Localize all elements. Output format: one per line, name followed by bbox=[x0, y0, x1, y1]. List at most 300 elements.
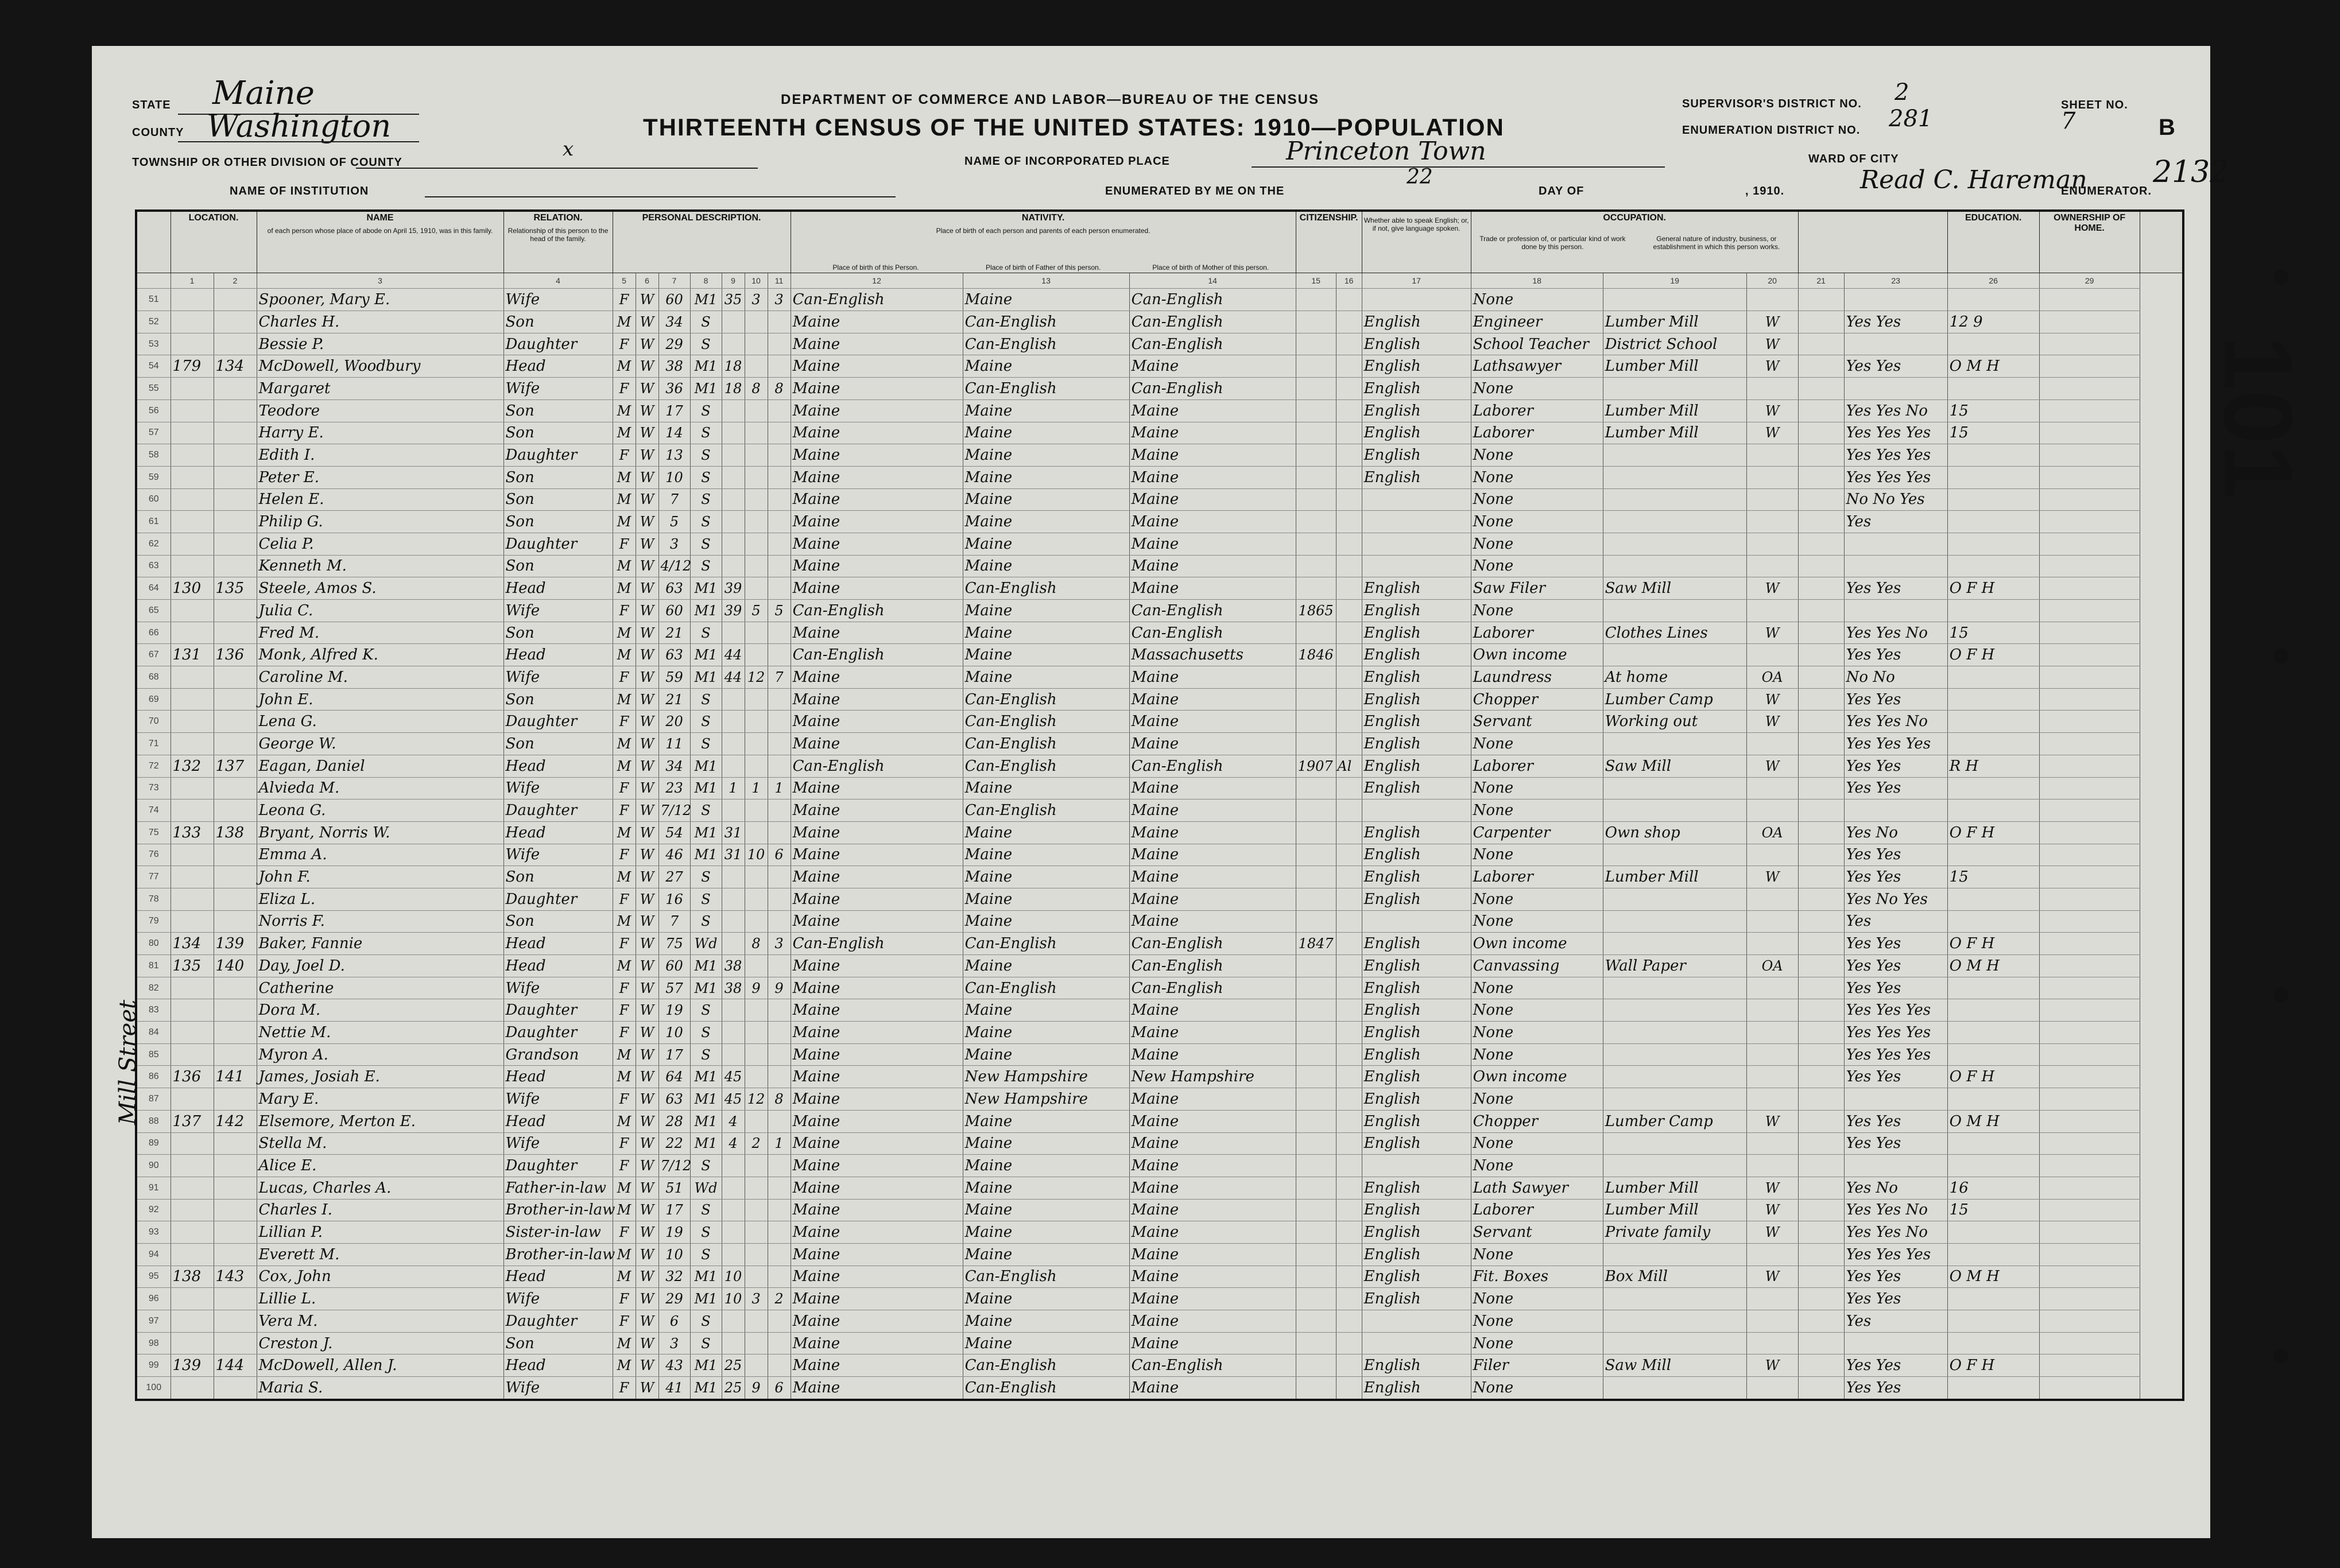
cell-immig bbox=[1296, 821, 1336, 844]
cell-mother: Maine bbox=[1129, 1266, 1296, 1288]
cell-family bbox=[214, 888, 257, 910]
cell-sex: M bbox=[613, 1354, 636, 1377]
cell-sex: F bbox=[613, 289, 636, 311]
cell-line: 63 bbox=[136, 555, 171, 577]
cell-marital: M1 bbox=[690, 666, 722, 689]
cell-race: W bbox=[636, 1132, 658, 1155]
census-row bbox=[136, 600, 2183, 622]
cell-marital: S bbox=[690, 422, 722, 444]
cell-own: O F H bbox=[1947, 933, 2039, 955]
cell-living: 7 bbox=[768, 666, 791, 689]
cell-blank bbox=[2039, 622, 2140, 644]
cell-own bbox=[1947, 533, 2039, 555]
cell-marital: S bbox=[690, 511, 722, 533]
cell-house bbox=[171, 488, 214, 511]
cell-trade: None bbox=[1471, 1043, 1603, 1066]
cell-family: 134 bbox=[214, 355, 257, 378]
cell-sex: M bbox=[613, 688, 636, 711]
cell-lang: English bbox=[1362, 1199, 1471, 1221]
column-number: 13 bbox=[963, 273, 1129, 289]
cell-blank bbox=[2039, 444, 2140, 467]
cell-age: 21 bbox=[658, 688, 690, 711]
cell-trade: Carpenter bbox=[1471, 821, 1603, 844]
county-label: COUNTY bbox=[132, 126, 184, 139]
cell-birth: Maine bbox=[791, 688, 963, 711]
cell-house bbox=[171, 466, 214, 488]
cell-immig bbox=[1296, 1288, 1336, 1310]
cell-birth: Maine bbox=[791, 821, 963, 844]
cell-blank bbox=[2039, 1022, 2140, 1044]
cell-father: Maine bbox=[963, 1043, 1129, 1066]
census-row bbox=[136, 1177, 2183, 1199]
cell-marital: M1 bbox=[690, 577, 722, 600]
cell-industry: Lumber Camp bbox=[1603, 1110, 1746, 1132]
cell-marital: M1 bbox=[690, 644, 722, 666]
cell-father: Maine bbox=[963, 866, 1129, 888]
cell-living bbox=[768, 866, 791, 888]
cell-blank bbox=[2039, 555, 2140, 577]
cell-blank bbox=[2039, 1088, 2140, 1111]
cell-emp: OA bbox=[1746, 821, 1798, 844]
cell-line: 93 bbox=[136, 1221, 171, 1244]
cell-emp bbox=[1746, 733, 1798, 755]
column-number bbox=[136, 273, 171, 289]
cell-race: W bbox=[636, 511, 658, 533]
cell-father: Maine bbox=[963, 622, 1129, 644]
cell-father: Can-English bbox=[963, 378, 1129, 400]
cell-edu: Yes Yes Yes bbox=[1844, 422, 1947, 444]
cell-sex: F bbox=[613, 999, 636, 1022]
cell-lang: English bbox=[1362, 1266, 1471, 1288]
cell-emp bbox=[1746, 1132, 1798, 1155]
cell-age: 64 bbox=[658, 1066, 690, 1088]
cell-sex: M bbox=[613, 955, 636, 977]
cell-house bbox=[171, 866, 214, 888]
cell-relation: Wife bbox=[503, 666, 613, 689]
cell-edu bbox=[1844, 333, 1947, 355]
cell-edu bbox=[1844, 378, 1947, 400]
cell-age: 7/12 bbox=[658, 1155, 690, 1177]
cell-yrs: 25 bbox=[722, 1377, 745, 1400]
cell-father: Maine bbox=[963, 888, 1129, 910]
cell-industry bbox=[1603, 1288, 1746, 1310]
cell-blank bbox=[2039, 1199, 2140, 1221]
cell-industry bbox=[1603, 933, 1746, 955]
cell-birth: Maine bbox=[791, 1022, 963, 1044]
enumeration-label: ENUMERATION DISTRICT NO. bbox=[1682, 124, 1861, 137]
cell-house bbox=[171, 600, 214, 622]
cell-immig bbox=[1296, 1377, 1336, 1400]
cell-sex: M bbox=[613, 1177, 636, 1199]
cell-birth: Maine bbox=[791, 1288, 963, 1310]
cell-own bbox=[1947, 333, 2039, 355]
cell-birth: Can-English bbox=[791, 600, 963, 622]
cell-trade: None bbox=[1471, 1022, 1603, 1044]
cell-emp: OA bbox=[1746, 666, 1798, 689]
cell-living bbox=[768, 311, 791, 333]
cell-industry bbox=[1603, 533, 1746, 555]
cell-edu: No No bbox=[1844, 666, 1947, 689]
cell-birth: Maine bbox=[791, 1354, 963, 1377]
cell-immig bbox=[1296, 1022, 1336, 1044]
cell-sex: F bbox=[613, 333, 636, 355]
cell-name: Lillie L. bbox=[257, 1288, 503, 1310]
cell-yrs: 18 bbox=[722, 355, 745, 378]
cell-trade: Canvassing bbox=[1471, 955, 1603, 977]
enumerated-label: ENUMERATED BY ME ON THE bbox=[1105, 185, 1285, 197]
cell-relation: Wife bbox=[503, 1377, 613, 1400]
cell-born bbox=[745, 1177, 768, 1199]
cell-born bbox=[745, 311, 768, 333]
cell-name: Dora M. bbox=[257, 999, 503, 1022]
cell-blank bbox=[1798, 1022, 1844, 1044]
cell-age: 54 bbox=[658, 821, 690, 844]
cell-mother: Maine bbox=[1129, 1043, 1296, 1066]
cell-blank bbox=[1798, 555, 1844, 577]
cell-line: 77 bbox=[136, 866, 171, 888]
cell-mother: Maine bbox=[1129, 888, 1296, 910]
cell-line: 82 bbox=[136, 977, 171, 999]
cell-edu: Yes Yes bbox=[1844, 1132, 1947, 1155]
cell-house bbox=[171, 1310, 214, 1333]
cell-edu: Yes bbox=[1844, 1310, 1947, 1333]
cell-emp bbox=[1746, 644, 1798, 666]
cell-born bbox=[745, 577, 768, 600]
census-row bbox=[136, 1266, 2183, 1288]
census-row bbox=[136, 355, 2183, 378]
cell-lang: English bbox=[1362, 977, 1471, 999]
cell-age: 23 bbox=[658, 777, 690, 799]
cell-blank bbox=[1336, 1199, 1362, 1221]
cell-house bbox=[171, 1088, 214, 1111]
cell-relation: Son bbox=[503, 688, 613, 711]
cell-line: 53 bbox=[136, 333, 171, 355]
column-number: 16 bbox=[1336, 273, 1362, 289]
cell-race: W bbox=[636, 1354, 658, 1377]
cell-lang: English bbox=[1362, 1022, 1471, 1044]
cell-edu: Yes Yes bbox=[1844, 355, 1947, 378]
cell-mother: Maine bbox=[1129, 1022, 1296, 1044]
cell-race: W bbox=[636, 955, 658, 977]
cell-family bbox=[214, 799, 257, 822]
cell-blank bbox=[1798, 999, 1844, 1022]
cell-family: 142 bbox=[214, 1110, 257, 1132]
cell-edu: Yes Yes bbox=[1844, 577, 1947, 600]
cell-birth: Maine bbox=[791, 711, 963, 733]
cell-line: 83 bbox=[136, 999, 171, 1022]
cell-relation: Daughter bbox=[503, 711, 613, 733]
col-relation: RELATION. Relationship of this person to the head of the family. bbox=[503, 211, 613, 273]
cell-birth: Maine bbox=[791, 977, 963, 999]
cell-emp bbox=[1746, 600, 1798, 622]
cell-edu: Yes Yes bbox=[1844, 977, 1947, 999]
cell-edu bbox=[1844, 289, 1947, 311]
cell-race: W bbox=[636, 866, 658, 888]
census-title: THIRTEENTH CENSUS OF THE UNITED STATES: 1910—POPULATION bbox=[643, 114, 1505, 141]
cell-trade: Laborer bbox=[1471, 622, 1603, 644]
cell-industry bbox=[1603, 1066, 1746, 1088]
cell-age: 51 bbox=[658, 1177, 690, 1199]
cell-name: Creston J. bbox=[257, 1332, 503, 1354]
cell-age: 16 bbox=[658, 888, 690, 910]
township-value: x bbox=[563, 138, 574, 161]
cell-trade: None bbox=[1471, 600, 1603, 622]
column-number: 11 bbox=[768, 273, 791, 289]
cell-birth: Maine bbox=[791, 1177, 963, 1199]
cell-marital: S bbox=[690, 399, 722, 422]
col-employment bbox=[1798, 211, 1947, 273]
census-row bbox=[136, 1022, 2183, 1044]
cell-blank bbox=[1798, 311, 1844, 333]
cell-industry: Wall Paper bbox=[1603, 955, 1746, 977]
cell-relation: Son bbox=[503, 866, 613, 888]
cell-immig bbox=[1296, 511, 1336, 533]
cell-immig bbox=[1296, 1132, 1336, 1155]
cell-immig bbox=[1296, 666, 1336, 689]
cell-trade: None bbox=[1471, 1377, 1603, 1400]
cell-blank bbox=[2039, 577, 2140, 600]
cell-line: 78 bbox=[136, 888, 171, 910]
cell-house: 132 bbox=[171, 755, 214, 777]
cell-blank bbox=[1798, 821, 1844, 844]
cell-sex: F bbox=[613, 444, 636, 467]
cell-line: 76 bbox=[136, 844, 171, 866]
cell-edu: Yes Yes bbox=[1844, 866, 1947, 888]
cell-blank bbox=[1798, 511, 1844, 533]
cell-name: Steele, Amos S. bbox=[257, 577, 503, 600]
sheet-letter: B bbox=[2159, 115, 2176, 140]
cell-born: 5 bbox=[745, 600, 768, 622]
cell-line: 71 bbox=[136, 733, 171, 755]
cell-yrs bbox=[722, 555, 745, 577]
cell-marital: S bbox=[690, 1043, 722, 1066]
cell-sex: M bbox=[613, 1043, 636, 1066]
cell-lang bbox=[1362, 1332, 1471, 1354]
census-row bbox=[136, 799, 2183, 822]
cell-relation: Daughter bbox=[503, 999, 613, 1022]
cell-yrs: 31 bbox=[722, 844, 745, 866]
census-row bbox=[136, 1066, 2183, 1088]
cell-line: 91 bbox=[136, 1177, 171, 1199]
cell-trade: Fit. Boxes bbox=[1471, 1266, 1603, 1288]
cell-relation: Head bbox=[503, 955, 613, 977]
cell-industry: Lumber Mill bbox=[1603, 1199, 1746, 1221]
cell-yrs bbox=[722, 1332, 745, 1354]
cell-industry bbox=[1603, 1088, 1746, 1111]
cell-industry: Lumber Mill bbox=[1603, 1177, 1746, 1199]
cell-industry: Clothes Lines bbox=[1603, 622, 1746, 644]
cell-emp: OA bbox=[1746, 955, 1798, 977]
supervisor-value: 2 bbox=[1895, 79, 1909, 106]
cell-lang bbox=[1362, 555, 1471, 577]
cell-blank bbox=[2039, 1354, 2140, 1377]
cell-blank bbox=[1336, 688, 1362, 711]
cell-trade: Laborer bbox=[1471, 755, 1603, 777]
cell-lang: English bbox=[1362, 1088, 1471, 1111]
cell-emp: W bbox=[1746, 711, 1798, 733]
cell-trade: None bbox=[1471, 777, 1603, 799]
cell-trade: Chopper bbox=[1471, 1110, 1603, 1132]
cell-yrs: 38 bbox=[722, 955, 745, 977]
cell-edu: Yes Yes bbox=[1844, 644, 1947, 666]
cell-mother: Maine bbox=[1129, 1132, 1296, 1155]
cell-trade: Laborer bbox=[1471, 1199, 1603, 1221]
cell-birth: Maine bbox=[791, 1221, 963, 1244]
cell-living: 1 bbox=[768, 777, 791, 799]
cell-blank bbox=[1336, 1132, 1362, 1155]
cell-mother: Maine bbox=[1129, 422, 1296, 444]
cell-born bbox=[745, 1221, 768, 1244]
cell-trade: None bbox=[1471, 844, 1603, 866]
cell-living bbox=[768, 1332, 791, 1354]
cell-birth: Maine bbox=[791, 533, 963, 555]
cell-marital: Wd bbox=[690, 1177, 722, 1199]
cell-immig bbox=[1296, 688, 1336, 711]
cell-family bbox=[214, 1288, 257, 1310]
column-number: 2 bbox=[214, 273, 257, 289]
cell-industry bbox=[1603, 999, 1746, 1022]
cell-blank bbox=[2039, 333, 2140, 355]
cell-industry bbox=[1603, 1310, 1746, 1333]
cell-lang: English bbox=[1362, 444, 1471, 467]
cell-age: 75 bbox=[658, 933, 690, 955]
cell-age: 63 bbox=[658, 1088, 690, 1111]
cell-house: 130 bbox=[171, 577, 214, 600]
cell-marital: M1 bbox=[690, 955, 722, 977]
cell-relation: Son bbox=[503, 399, 613, 422]
cell-lang: English bbox=[1362, 466, 1471, 488]
cell-race: W bbox=[636, 666, 658, 689]
cell-birth: Maine bbox=[791, 733, 963, 755]
cell-trade: Laundress bbox=[1471, 666, 1603, 689]
cell-birth: Maine bbox=[791, 511, 963, 533]
day-of-label: DAY OF bbox=[1539, 185, 1584, 197]
cell-marital: S bbox=[690, 1155, 722, 1177]
cell-emp: W bbox=[1746, 688, 1798, 711]
cell-age: 29 bbox=[658, 333, 690, 355]
cell-own bbox=[1947, 1132, 2039, 1155]
cell-born bbox=[745, 733, 768, 755]
cell-line: 54 bbox=[136, 355, 171, 378]
cell-mother: Can-English bbox=[1129, 333, 1296, 355]
cell-trade: None bbox=[1471, 289, 1603, 311]
cell-living bbox=[768, 644, 791, 666]
cell-blank bbox=[1798, 1243, 1844, 1266]
cell-emp: W bbox=[1746, 622, 1798, 644]
cell-father: Maine bbox=[963, 289, 1129, 311]
column-number: 29 bbox=[2039, 273, 2140, 289]
census-row bbox=[136, 844, 2183, 866]
cell-family: 138 bbox=[214, 821, 257, 844]
cell-own: 15 bbox=[1947, 622, 2039, 644]
cell-house bbox=[171, 799, 214, 822]
cell-edu bbox=[1844, 799, 1947, 822]
cell-relation: Son bbox=[503, 555, 613, 577]
cell-yrs: 4 bbox=[722, 1132, 745, 1155]
cell-lang: English bbox=[1362, 821, 1471, 844]
cell-born bbox=[745, 333, 768, 355]
cell-sex: F bbox=[613, 1088, 636, 1111]
cell-mother: Maine bbox=[1129, 355, 1296, 378]
cell-trade: None bbox=[1471, 1310, 1603, 1333]
cell-family bbox=[214, 688, 257, 711]
cell-own: O F H bbox=[1947, 644, 2039, 666]
cell-lang: English bbox=[1362, 622, 1471, 644]
cell-blank bbox=[1798, 355, 1844, 378]
census-row bbox=[136, 488, 2183, 511]
cell-blank bbox=[1336, 622, 1362, 644]
cell-blank bbox=[2039, 799, 2140, 822]
cell-marital: S bbox=[690, 1022, 722, 1044]
cell-blank bbox=[2039, 1043, 2140, 1066]
cell-own: 15 bbox=[1947, 866, 2039, 888]
cell-relation: Grandson bbox=[503, 1043, 613, 1066]
cell-age: 63 bbox=[658, 577, 690, 600]
cell-born bbox=[745, 1243, 768, 1266]
cell-mother: Massachusetts bbox=[1129, 644, 1296, 666]
cell-mother: Maine bbox=[1129, 1110, 1296, 1132]
cell-birth: Can-English bbox=[791, 755, 963, 777]
cell-age: 60 bbox=[658, 289, 690, 311]
cell-sex: M bbox=[613, 866, 636, 888]
cell-trade: None bbox=[1471, 488, 1603, 511]
cell-father: Can-English bbox=[963, 799, 1129, 822]
cell-name: James, Josiah E. bbox=[257, 1066, 503, 1088]
cell-own bbox=[1947, 1377, 2039, 1400]
cell-race: W bbox=[636, 1221, 658, 1244]
cell-house bbox=[171, 688, 214, 711]
cell-lang: English bbox=[1362, 577, 1471, 600]
cell-own: 15 bbox=[1947, 399, 2039, 422]
cell-race: W bbox=[636, 600, 658, 622]
cell-emp bbox=[1746, 799, 1798, 822]
cell-own bbox=[1947, 1243, 2039, 1266]
cell-race: W bbox=[636, 1377, 658, 1400]
cell-trade: Own income bbox=[1471, 1066, 1603, 1088]
cell-age: 43 bbox=[658, 1354, 690, 1377]
cell-trade: None bbox=[1471, 533, 1603, 555]
cell-born bbox=[745, 1022, 768, 1044]
cell-race: W bbox=[636, 555, 658, 577]
cell-blank bbox=[2039, 777, 2140, 799]
cell-race: W bbox=[636, 1043, 658, 1066]
cell-blank bbox=[1798, 1043, 1844, 1066]
cell-blank bbox=[2039, 644, 2140, 666]
cell-marital: S bbox=[690, 1221, 722, 1244]
cell-own bbox=[1947, 511, 2039, 533]
cell-name: McDowell, Allen J. bbox=[257, 1354, 503, 1377]
cell-born: 9 bbox=[745, 1377, 768, 1400]
cell-own: R H bbox=[1947, 755, 2039, 777]
cell-family bbox=[214, 1199, 257, 1221]
cell-marital: M1 bbox=[690, 1110, 722, 1132]
cell-father: New Hampshire bbox=[963, 1066, 1129, 1088]
cell-immig bbox=[1296, 1177, 1336, 1199]
cell-age: 6 bbox=[658, 1310, 690, 1333]
cell-blank bbox=[1336, 711, 1362, 733]
archive-stamp: 101 bbox=[2203, 336, 2312, 499]
cell-born bbox=[745, 1310, 768, 1333]
cell-house bbox=[171, 1199, 214, 1221]
cell-living: 5 bbox=[768, 600, 791, 622]
cell-blank bbox=[2039, 533, 2140, 555]
cell-family bbox=[214, 444, 257, 467]
cell-relation: Daughter bbox=[503, 444, 613, 467]
cell-edu: Yes No bbox=[1844, 821, 1947, 844]
cell-line: 62 bbox=[136, 533, 171, 555]
cell-marital: S bbox=[690, 555, 722, 577]
cell-race: W bbox=[636, 910, 658, 933]
